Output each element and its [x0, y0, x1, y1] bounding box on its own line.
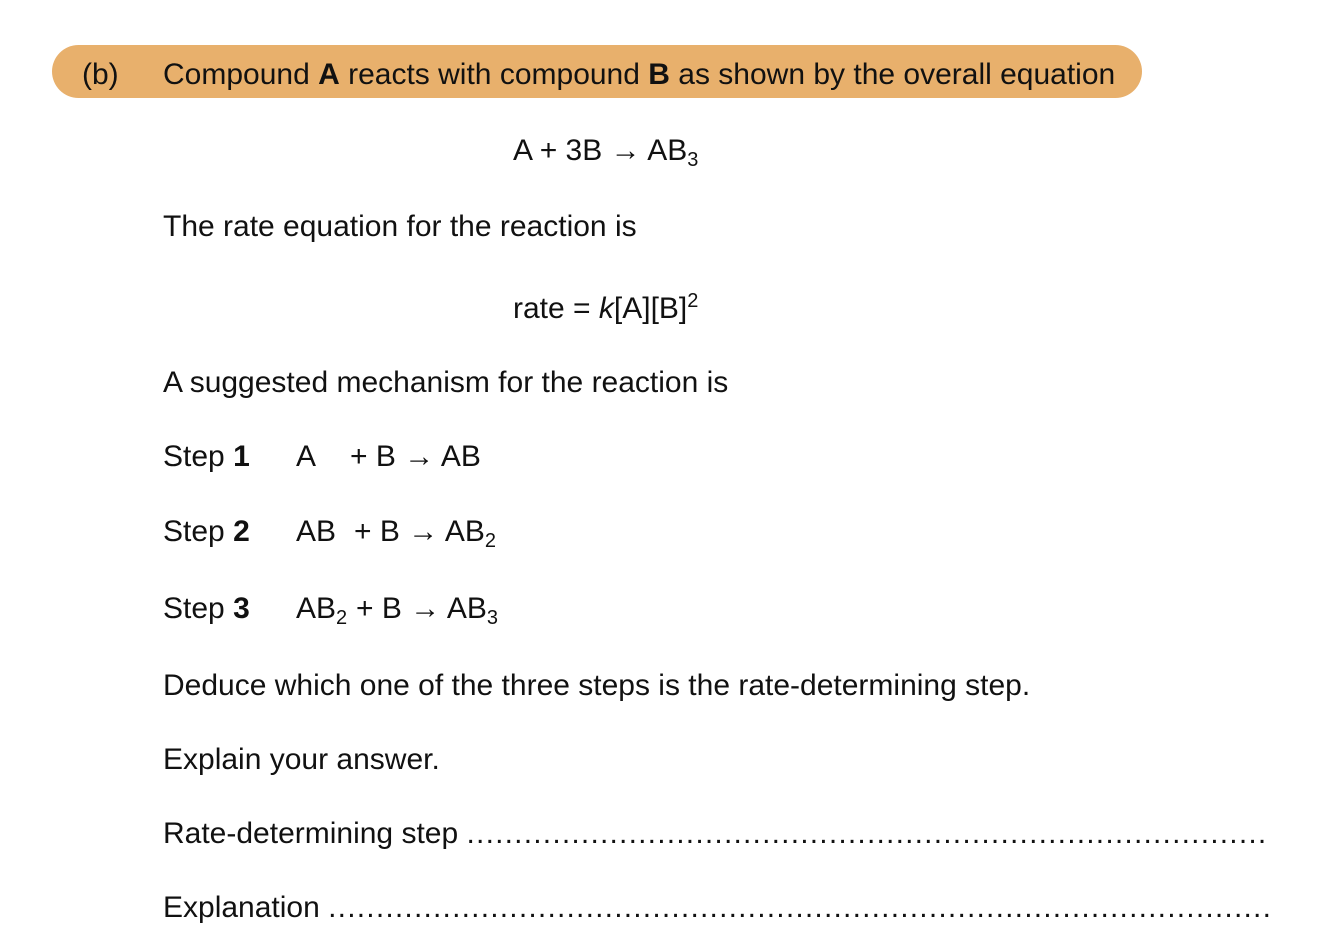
rate-equation-order: 2 — [687, 290, 699, 312]
intro-text-1: Compound — [163, 58, 319, 91]
step-rest: + B → AB — [354, 515, 485, 548]
step-reactant: AB — [296, 592, 337, 625]
part-label: (b) — [82, 58, 119, 91]
overall-equation-lhs: A + 3B → AB — [513, 134, 688, 167]
rate-intro: The rate equation for the reaction is — [163, 210, 637, 243]
mechanism-intro: A suggested mechanism for the reaction is — [163, 366, 729, 399]
step-reactant: AB — [296, 515, 337, 548]
step-reactant-subscript: 2 — [336, 607, 348, 629]
step-product-subscript: 3 — [486, 607, 499, 629]
rate-equation — [513, 290, 699, 325]
intro-compound-b: B — [648, 58, 670, 91]
step-rest: + B → AB — [350, 440, 481, 473]
intro-text-3: as shown by the overall equation — [669, 58, 1116, 91]
step-1-rest — [350, 442, 481, 472]
step-3-equation — [296, 592, 348, 629]
overall-equation — [513, 134, 699, 171]
step-3-rest — [356, 592, 499, 629]
step-1-label — [163, 442, 250, 472]
step-word: Step — [163, 592, 234, 625]
step-product-subscript: 2 — [484, 530, 497, 552]
step-rest: + B → AB — [356, 592, 487, 625]
deduce-prompt: Deduce which one of the three steps is the rate-determining step. — [163, 669, 1031, 702]
explanation-label: Explanation — [163, 891, 320, 924]
step-1-equation — [296, 442, 316, 472]
explain-prompt: Explain your answer. — [163, 743, 440, 776]
step-word: Step — [163, 440, 234, 473]
rds-label: Rate-determining step — [163, 817, 459, 850]
rds-answer-dots[interactable]: .................................................................................... — [466, 817, 1268, 850]
step-2-label — [163, 517, 250, 547]
step-number: 2 — [233, 515, 250, 548]
step-number: 1 — [233, 440, 250, 473]
overall-equation-subscript: 3 — [687, 149, 699, 171]
step-2-rest — [354, 515, 497, 552]
question-intro — [163, 60, 1115, 90]
intro-compound-a: A — [318, 58, 340, 91]
explanation-answer-line — [163, 893, 1272, 923]
rate-constant: k — [598, 292, 614, 325]
step-number: 3 — [233, 592, 250, 625]
intro-text-2: reacts with compound — [339, 58, 649, 91]
step-2-equation — [296, 517, 336, 547]
step-word: Step — [163, 515, 234, 548]
step-3-label — [163, 594, 250, 624]
rds-answer-line — [163, 819, 1267, 849]
explanation-answer-dots[interactable]: ................................................................................................... — [328, 891, 1273, 924]
rate-equation-concentrations: [A][B] — [613, 292, 688, 325]
rate-equation-pre: rate = — [513, 292, 599, 325]
step-reactant: A — [296, 440, 317, 473]
